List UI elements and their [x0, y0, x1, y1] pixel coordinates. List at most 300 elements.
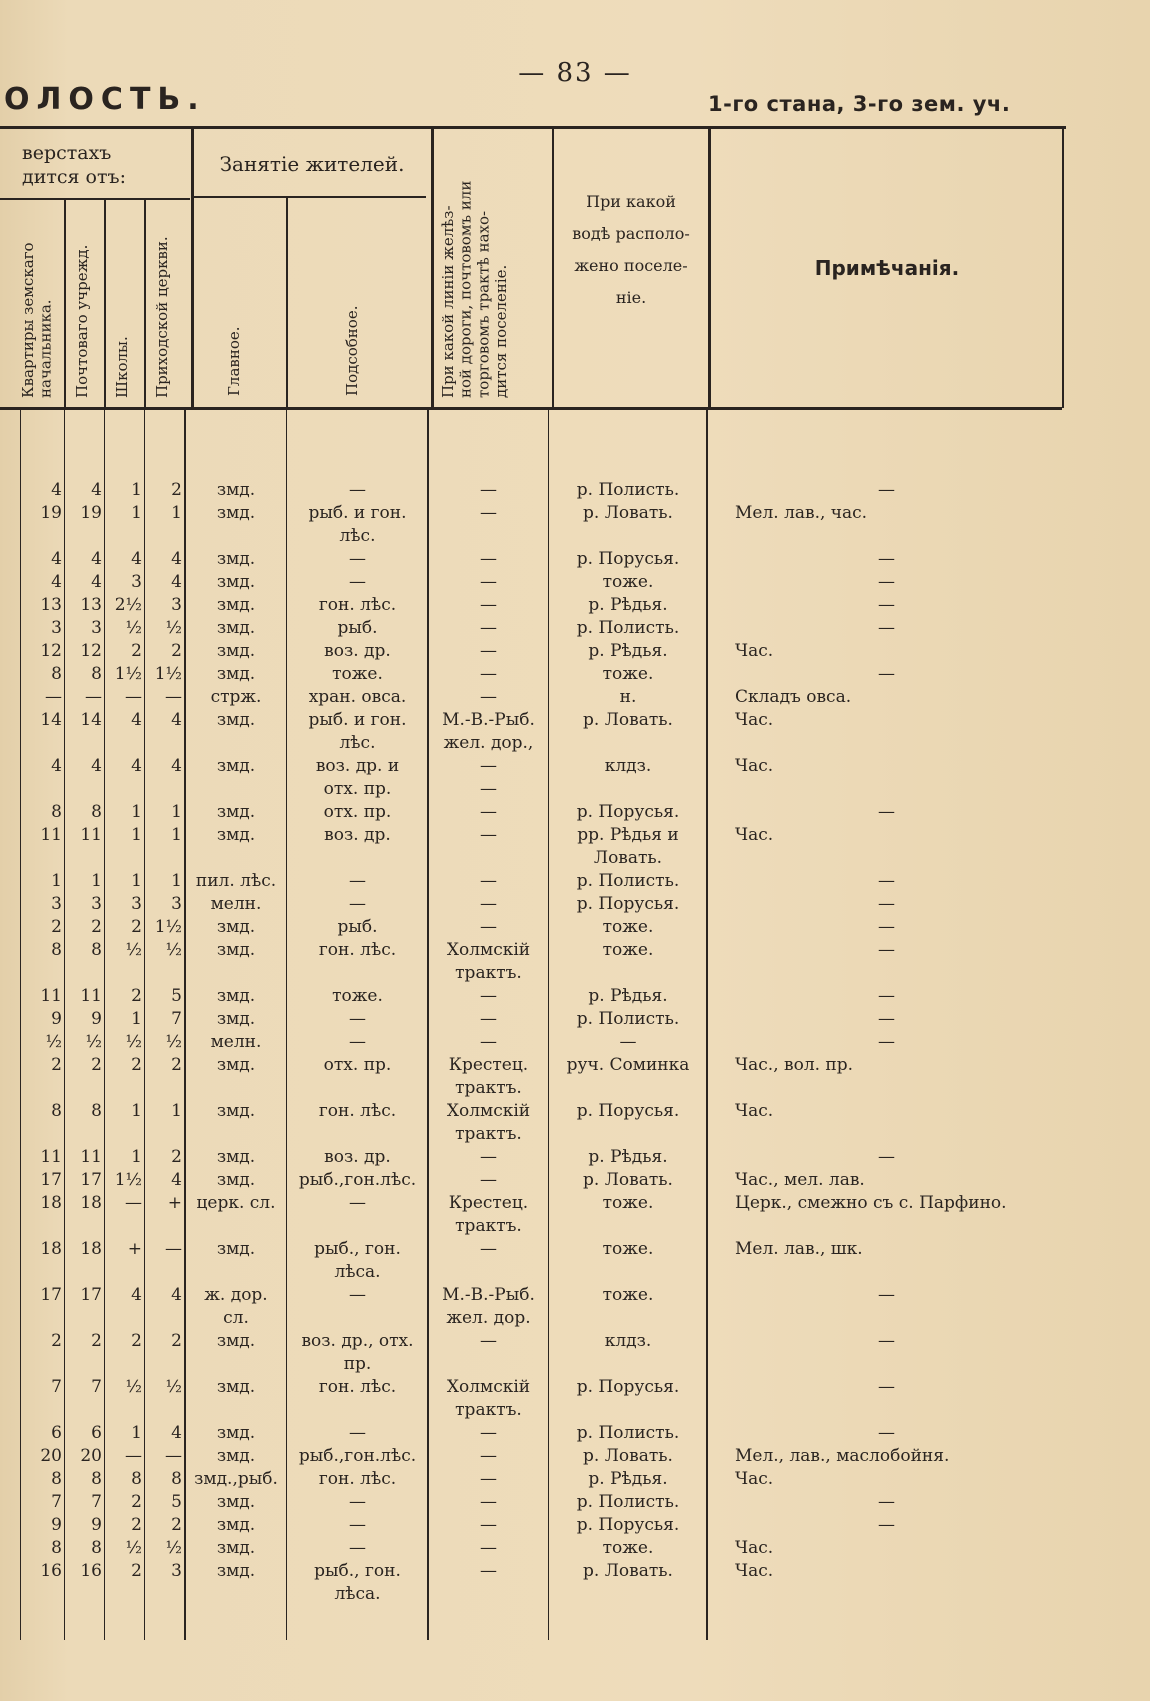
cell-pochta: 17	[80, 1170, 102, 1190]
cell-voda: р. Рѣдья.	[588, 641, 668, 661]
cell-pochta: 8	[91, 1101, 102, 1121]
cell-shkola: 1	[131, 825, 142, 845]
cell-tserkov: 4	[171, 1170, 182, 1190]
cell-podsobnoe: —	[349, 572, 366, 592]
cell-shkola: 2	[131, 641, 142, 661]
cell-doroga: —	[480, 986, 497, 1006]
cell-doroga: —	[480, 480, 497, 500]
cell-voda: тоже.	[602, 1193, 654, 1213]
cell-kvartira: 2	[51, 1331, 62, 1351]
cell-shkola: 2	[131, 1561, 142, 1581]
cell-tserkov: 2	[171, 1147, 182, 1167]
cell-doroga: —	[480, 802, 497, 822]
header-pochta: Почтоваго учрежд.	[73, 244, 91, 398]
cell-kvartira: —	[45, 687, 62, 707]
cell-voda: клдз.	[604, 1331, 652, 1351]
header-shkola: Школы.	[113, 336, 131, 398]
cell-tserkov: 4	[171, 1285, 182, 1305]
cell-tserkov: 4	[171, 1423, 182, 1443]
cell-doroga: —	[480, 595, 497, 615]
cell-pochta: 11	[80, 986, 102, 1006]
cell-kvartira: 6	[51, 1423, 62, 1443]
cell-tserkov: —	[165, 1239, 182, 1259]
cell-shkola: ½	[125, 940, 142, 960]
cell-kvartira: 2	[51, 917, 62, 937]
cell-voda: р. Порусья.	[576, 894, 680, 914]
cell-primechaniya: Час.	[735, 710, 774, 730]
hdr-vline-1	[64, 200, 66, 408]
cell-glavnoe: мелн.	[210, 1032, 262, 1052]
cell-doroga: Крестец. трактъ.	[448, 1193, 529, 1236]
cell-doroga: —	[480, 687, 497, 707]
cell-kvartira: 16	[40, 1561, 62, 1581]
header-kvartira: Квартиры земскаго начальника.	[19, 242, 55, 398]
cell-shkola: 8	[131, 1469, 142, 1489]
cell-primechaniya: Час.	[735, 1101, 774, 1121]
cell-primechaniya: —	[878, 1032, 895, 1052]
cell-podsobnoe: рыб.,гон.лѣс.	[298, 1170, 417, 1190]
cell-pochta: 8	[91, 664, 102, 684]
cell-glavnoe: пил. лѣс.	[195, 871, 277, 891]
cell-shkola: 1½	[114, 664, 142, 684]
cell-voda: р. Порусья.	[576, 549, 680, 569]
cell-kvartira: 17	[40, 1170, 62, 1190]
cell-shkola: —	[125, 1446, 142, 1466]
cell-tserkov: ½	[165, 1377, 182, 1397]
cell-pochta: 2	[91, 1331, 102, 1351]
cell-tserkov: 5	[171, 986, 182, 1006]
cell-glavnoe: змд.	[216, 664, 256, 684]
cell-primechaniya: —	[878, 940, 895, 960]
cell-primechaniya: Час., вол. пр.	[735, 1055, 854, 1075]
cell-kvartira: 4	[51, 480, 62, 500]
cell-pochta: 3	[91, 618, 102, 638]
cell-tserkov: 4	[171, 756, 182, 776]
cell-tserkov: 1	[171, 1101, 182, 1121]
cell-primechaniya: Час.	[735, 641, 774, 661]
cell-pochta: 8	[91, 1538, 102, 1558]
cell-primechaniya: —	[878, 1377, 895, 1397]
cell-glavnoe: змд.	[216, 1492, 256, 1512]
cell-glavnoe: змд.	[216, 503, 256, 523]
cell-pochta: 4	[91, 572, 102, 592]
cell-voda: р. Полисть.	[576, 1492, 680, 1512]
cell-doroga: М.-В.-Рыб. жел. дор.,	[442, 710, 535, 753]
cell-primechaniya: —	[878, 871, 895, 891]
cell-tserkov: —	[165, 687, 182, 707]
cell-shkola: ½	[125, 1538, 142, 1558]
cell-doroga: —	[480, 1492, 497, 1512]
cell-primechaniya: Складъ овса.	[735, 687, 852, 707]
cell-shkola: 3	[131, 894, 142, 914]
cell-podsobnoe: тоже.	[332, 986, 383, 1006]
cell-shkola: 2	[131, 1331, 142, 1351]
cell-podsobnoe: —	[349, 480, 366, 500]
cell-primechaniya: —	[878, 595, 895, 615]
cell-voda: р. Рѣдья.	[588, 986, 668, 1006]
cell-voda: р. Полисть.	[576, 618, 680, 638]
cell-doroga: —	[480, 503, 497, 523]
cell-glavnoe: змд.	[216, 1515, 256, 1535]
cell-tserkov: 1	[171, 503, 182, 523]
cell-primechaniya: Час.	[735, 825, 774, 845]
cell-glavnoe: змд.	[216, 1561, 256, 1581]
cell-glavnoe: змд.	[216, 1239, 256, 1259]
cell-voda: р. Ловать.	[583, 1561, 673, 1581]
cell-pochta: 13	[80, 595, 102, 615]
cell-tserkov: ½	[165, 1032, 182, 1052]
cell-pochta: 1	[91, 871, 102, 891]
cell-primechaniya: —	[878, 549, 895, 569]
header-doroga: При какой линіи желѣз- ной дороги, почтовомъ или торговомъ трактѣ нахо- дится поселеніе.	[439, 180, 511, 398]
cell-voda: р. Ловать.	[583, 710, 673, 730]
cell-podsobnoe: отх. пр.	[323, 802, 392, 822]
cell-pochta: 11	[80, 1147, 102, 1167]
cell-tserkov: ½	[165, 940, 182, 960]
cell-doroga: Холмскій трактъ.	[446, 1101, 531, 1144]
cell-doroga: —	[480, 1009, 497, 1029]
distance-group-rule	[0, 198, 190, 200]
cell-kvartira: 8	[51, 802, 62, 822]
cell-glavnoe: змд.	[216, 802, 256, 822]
cell-kvartira: 9	[51, 1009, 62, 1029]
cell-doroga: —	[480, 664, 497, 684]
cell-shkola: 1	[131, 802, 142, 822]
cell-shkola: —	[125, 1193, 142, 1213]
cell-shkola: 4	[131, 756, 142, 776]
cell-shkola: 1	[131, 480, 142, 500]
cell-voda: клдз.	[604, 756, 652, 776]
cell-primechaniya: Мел. лав., шк.	[735, 1239, 863, 1259]
cell-podsobnoe: рыб.	[337, 917, 378, 937]
cell-kvartira: 8	[51, 1538, 62, 1558]
cell-glavnoe: змд.,рыб.	[194, 1469, 278, 1489]
hdr-vline-5	[286, 198, 288, 408]
cell-tserkov: 3	[171, 894, 182, 914]
cell-tserkov: 1½	[154, 664, 182, 684]
cell-glavnoe: змд.	[216, 1170, 256, 1190]
cell-kvartira: 8	[51, 1101, 62, 1121]
cell-kvartira: 11	[40, 825, 62, 845]
cell-podsobnoe: рыб.,гон.лѣс.	[298, 1446, 417, 1466]
cell-primechaniya: Час.	[735, 1561, 774, 1581]
cell-tserkov: 3	[171, 1561, 182, 1581]
cell-podsobnoe: —	[349, 1423, 366, 1443]
cell-glavnoe: ж. дор. сл.	[204, 1285, 268, 1328]
cell-voda: тоже.	[602, 1285, 654, 1305]
cell-podsobnoe: гон. лѣс.	[318, 1469, 397, 1489]
header-occupation-group: Занятіе жителей.	[219, 152, 405, 176]
cell-doroga: М.-В.-Рыб. жел. дор.	[442, 1285, 535, 1328]
cell-shkola: 4	[131, 1285, 142, 1305]
header-stan: 1-го стана, 3-го зем. уч.	[708, 92, 1011, 116]
cell-podsobnoe: тоже.	[332, 664, 383, 684]
cell-voda: тоже.	[602, 1239, 654, 1259]
cell-glavnoe: змд.	[216, 1538, 256, 1558]
cell-kvartira: 19	[40, 503, 62, 523]
cell-voda: р. Рѣдья.	[588, 595, 668, 615]
cell-doroga: —	[480, 618, 497, 638]
cell-tserkov: 2	[171, 1331, 182, 1351]
cell-tserkov: 8	[171, 1469, 182, 1489]
cell-doroga: —	[480, 1561, 497, 1581]
cell-podsobnoe: рыб., гон. лѣса.	[314, 1561, 401, 1604]
cell-tserkov: 7	[171, 1009, 182, 1029]
cell-kvartira: 3	[51, 894, 62, 914]
cell-glavnoe: змд.	[216, 917, 256, 937]
cell-pochta: —	[85, 687, 102, 707]
cell-voda: тоже.	[602, 917, 654, 937]
cell-glavnoe: змд.	[216, 1147, 256, 1167]
header-glavnoe: Главное.	[225, 326, 243, 396]
cell-primechaniya: —	[878, 1331, 895, 1351]
cell-doroga: —	[480, 1239, 497, 1259]
cell-tserkov: ½	[165, 1538, 182, 1558]
cell-primechaniya: —	[878, 1147, 895, 1167]
cell-pochta: 19	[80, 503, 102, 523]
cell-glavnoe: змд.	[216, 1377, 256, 1397]
cell-glavnoe: змд.	[216, 756, 256, 776]
cell-glavnoe: змд.	[216, 986, 256, 1006]
cell-podsobnoe: воз. др.	[324, 825, 391, 845]
cell-doroga: —	[480, 1446, 497, 1466]
cell-podsobnoe: рыб., гон. лѣса.	[314, 1239, 401, 1282]
cell-pochta: 16	[80, 1561, 102, 1581]
cell-glavnoe: змд.	[216, 618, 256, 638]
cell-doroga: — —	[480, 756, 497, 799]
cell-doroga: Холмскій трактъ.	[446, 940, 531, 983]
cell-kvartira: 8	[51, 664, 62, 684]
cell-shkola: 4	[131, 710, 142, 730]
cell-glavnoe: змд.	[216, 710, 256, 730]
cell-shkola: 1	[131, 503, 142, 523]
cell-kvartira: 7	[51, 1377, 62, 1397]
cell-pochta: 7	[91, 1377, 102, 1397]
hdr-vline-7	[552, 128, 554, 408]
cell-primechaniya: —	[878, 1515, 895, 1535]
cell-podsobnoe: —	[349, 1285, 366, 1305]
header-volost: ОЛОСТЬ.	[4, 82, 206, 117]
cell-glavnoe: змд.	[216, 1446, 256, 1466]
cell-glavnoe: змд.	[216, 595, 256, 615]
cell-tserkov: 5	[171, 1492, 182, 1512]
cell-doroga: —	[480, 871, 497, 891]
cell-shkola: 1	[131, 1009, 142, 1029]
cell-tserkov: 2	[171, 480, 182, 500]
cell-glavnoe: змд.	[216, 549, 256, 569]
cell-kvartira: 18	[40, 1193, 62, 1213]
cell-glavnoe: стрж.	[210, 687, 262, 707]
cell-pochta: 7	[91, 1492, 102, 1512]
cell-shkola: 2	[131, 917, 142, 937]
cell-podsobnoe: отх. пр.	[323, 1055, 392, 1075]
cell-kvartira: 20	[40, 1446, 62, 1466]
cell-glavnoe: змд.	[216, 1055, 256, 1075]
cell-doroga: —	[480, 1423, 497, 1443]
cell-podsobnoe: воз. др.	[324, 641, 391, 661]
cell-glavnoe: змд.	[216, 572, 256, 592]
cell-voda: р. Полисть.	[576, 1423, 680, 1443]
cell-shkola: 4	[131, 549, 142, 569]
cell-pochta: 20	[80, 1446, 102, 1466]
cell-podsobnoe: гон. лѣс.	[318, 1377, 397, 1397]
cell-shkola: 2	[131, 986, 142, 1006]
cell-voda: р. Ловать.	[583, 503, 673, 523]
header-distance-group: верстахъ дится отъ:	[22, 142, 126, 188]
header-bottom-rule	[0, 407, 1062, 410]
cell-doroga: —	[480, 641, 497, 661]
cell-podsobnoe: —	[349, 1032, 366, 1052]
cell-kvartira: 9	[51, 1515, 62, 1535]
cell-kvartira: 12	[40, 641, 62, 661]
cell-primechaniya: —	[878, 1423, 895, 1443]
cell-doroga: —	[480, 1538, 497, 1558]
cell-podsobnoe: —	[349, 1193, 366, 1213]
cell-shkola: 1	[131, 871, 142, 891]
cell-glavnoe: змд.	[216, 825, 256, 845]
cell-tserkov: 1	[171, 871, 182, 891]
cell-doroga: —	[480, 549, 497, 569]
cell-podsobnoe: —	[349, 894, 366, 914]
cell-tserkov: ½	[165, 618, 182, 638]
cell-kvartira: 2	[51, 1055, 62, 1075]
cell-shkola: ½	[125, 1377, 142, 1397]
page-number: — 83 —	[518, 58, 632, 88]
cell-primechaniya: Час.	[735, 756, 774, 776]
header-primechaniya: Примѣчанія.	[814, 256, 960, 280]
header-voda: При какой водѣ располо- жено поселе- ніе.	[572, 192, 690, 307]
cell-pochta: 14	[80, 710, 102, 730]
cell-kvartira: 7	[51, 1492, 62, 1512]
cell-shkola: ½	[125, 1032, 142, 1052]
cell-shkola: 1½	[114, 1170, 142, 1190]
cell-pochta: 12	[80, 641, 102, 661]
cell-shkola: ½	[125, 618, 142, 638]
cell-podsobnoe: воз. др., отх. пр.	[301, 1331, 414, 1374]
cell-primechaniya: —	[878, 618, 895, 638]
cell-voda: р. Полисть.	[576, 480, 680, 500]
cell-kvartira: 4	[51, 756, 62, 776]
cell-pochta: 4	[91, 480, 102, 500]
cell-pochta: 6	[91, 1423, 102, 1443]
cell-tserkov: —	[165, 1446, 182, 1466]
cell-voda: р. Порусья.	[576, 1377, 680, 1397]
cell-kvartira: 11	[40, 986, 62, 1006]
hdr-vline-8	[708, 128, 711, 408]
cell-voda: тоже.	[602, 940, 654, 960]
cell-doroga: —	[480, 1515, 497, 1535]
cell-voda: н.	[619, 687, 637, 707]
cell-podsobnoe: хран. овса.	[308, 687, 407, 707]
cell-podsobnoe: рыб. и гон. лѣс.	[308, 710, 407, 753]
cell-voda: р. Ловать.	[583, 1170, 673, 1190]
cell-podsobnoe: —	[349, 1515, 366, 1535]
cell-glavnoe: змд.	[216, 641, 256, 661]
body-vline-6	[286, 410, 287, 1640]
cell-glavnoe: змд.	[216, 1009, 256, 1029]
cell-tserkov: 1½	[154, 917, 182, 937]
cell-shkola: 1	[131, 1101, 142, 1121]
cell-kvartira: 14	[40, 710, 62, 730]
cell-voda: р. Полисть.	[576, 871, 680, 891]
cell-primechaniya: —	[878, 664, 895, 684]
cell-doroga: —	[480, 1147, 497, 1167]
cell-podsobnoe: рыб.	[337, 618, 378, 638]
cell-podsobnoe: воз. др. и отх. пр.	[315, 756, 400, 799]
cell-kvartira: 18	[40, 1239, 62, 1259]
cell-tserkov: 4	[171, 710, 182, 730]
cell-tserkov: 4	[171, 549, 182, 569]
cell-primechaniya: Час.	[735, 1469, 774, 1489]
cell-primechaniya: —	[878, 1285, 895, 1305]
cell-podsobnoe: гон. лѣс.	[318, 1101, 397, 1121]
cell-podsobnoe: —	[349, 871, 366, 891]
cell-voda: р. Полисть.	[576, 1009, 680, 1029]
cell-shkola: 2½	[114, 595, 142, 615]
cell-pochta: ½	[85, 1032, 102, 1052]
cell-primechaniya: —	[878, 572, 895, 592]
cell-pochta: 11	[80, 825, 102, 845]
cell-voda: р. Порусья.	[576, 1515, 680, 1535]
cell-primechaniya: Час., мел. лав.	[735, 1170, 865, 1190]
cell-doroga: —	[480, 917, 497, 937]
cell-pochta: 8	[91, 802, 102, 822]
cell-podsobnoe: рыб. и гон. лѣс.	[308, 503, 407, 546]
cell-doroga: Холмскій трактъ.	[446, 1377, 531, 1420]
body-vline-8	[548, 410, 549, 1640]
cell-primechaniya: —	[878, 986, 895, 1006]
cell-voda: рр. Рѣдья и Ловать.	[577, 825, 679, 868]
hdr-vline-9	[1062, 128, 1064, 408]
cell-doroga: —	[480, 1170, 497, 1190]
cell-primechaniya: —	[878, 1009, 895, 1029]
cell-podsobnoe: —	[349, 1492, 366, 1512]
cell-pochta: 8	[91, 1469, 102, 1489]
cell-podsobnoe: гон. лѣс.	[318, 940, 397, 960]
header-podsobnoe: Подсобное.	[343, 305, 361, 396]
cell-shkola: 3	[131, 572, 142, 592]
cell-pochta: 18	[80, 1193, 102, 1213]
cell-voda: р. Порусья.	[576, 1101, 680, 1121]
cell-kvartira: 1	[51, 871, 62, 891]
cell-tserkov: +	[167, 1193, 182, 1213]
cell-voda: р. Рѣдья.	[588, 1469, 668, 1489]
cell-pochta: 9	[91, 1009, 102, 1029]
cell-pochta: 18	[80, 1239, 102, 1259]
cell-glavnoe: змд.	[216, 480, 256, 500]
cell-kvartira: 8	[51, 940, 62, 960]
cell-glavnoe: мелн.	[210, 894, 262, 914]
cell-voda: р. Ловать.	[583, 1446, 673, 1466]
cell-primechaniya: —	[878, 1492, 895, 1512]
cell-voda: —	[619, 1032, 637, 1052]
cell-pochta: 9	[91, 1515, 102, 1535]
cell-tserkov: 1	[171, 825, 182, 845]
hdr-vline-2	[104, 200, 106, 408]
cell-kvartira: 17	[40, 1285, 62, 1305]
cell-kvartira: 4	[51, 572, 62, 592]
cell-pochta: 4	[91, 549, 102, 569]
cell-pochta: 3	[91, 894, 102, 914]
cell-kvartira: 4	[51, 549, 62, 569]
cell-glavnoe: змд.	[216, 1331, 256, 1351]
cell-primechaniya: Мел., лав., маслобойня.	[735, 1446, 950, 1466]
cell-tserkov: 2	[171, 1515, 182, 1535]
cell-shkola: 2	[131, 1515, 142, 1535]
cell-tserkov: 1	[171, 802, 182, 822]
cell-primechaniya: —	[878, 894, 895, 914]
cell-pochta: 8	[91, 940, 102, 960]
